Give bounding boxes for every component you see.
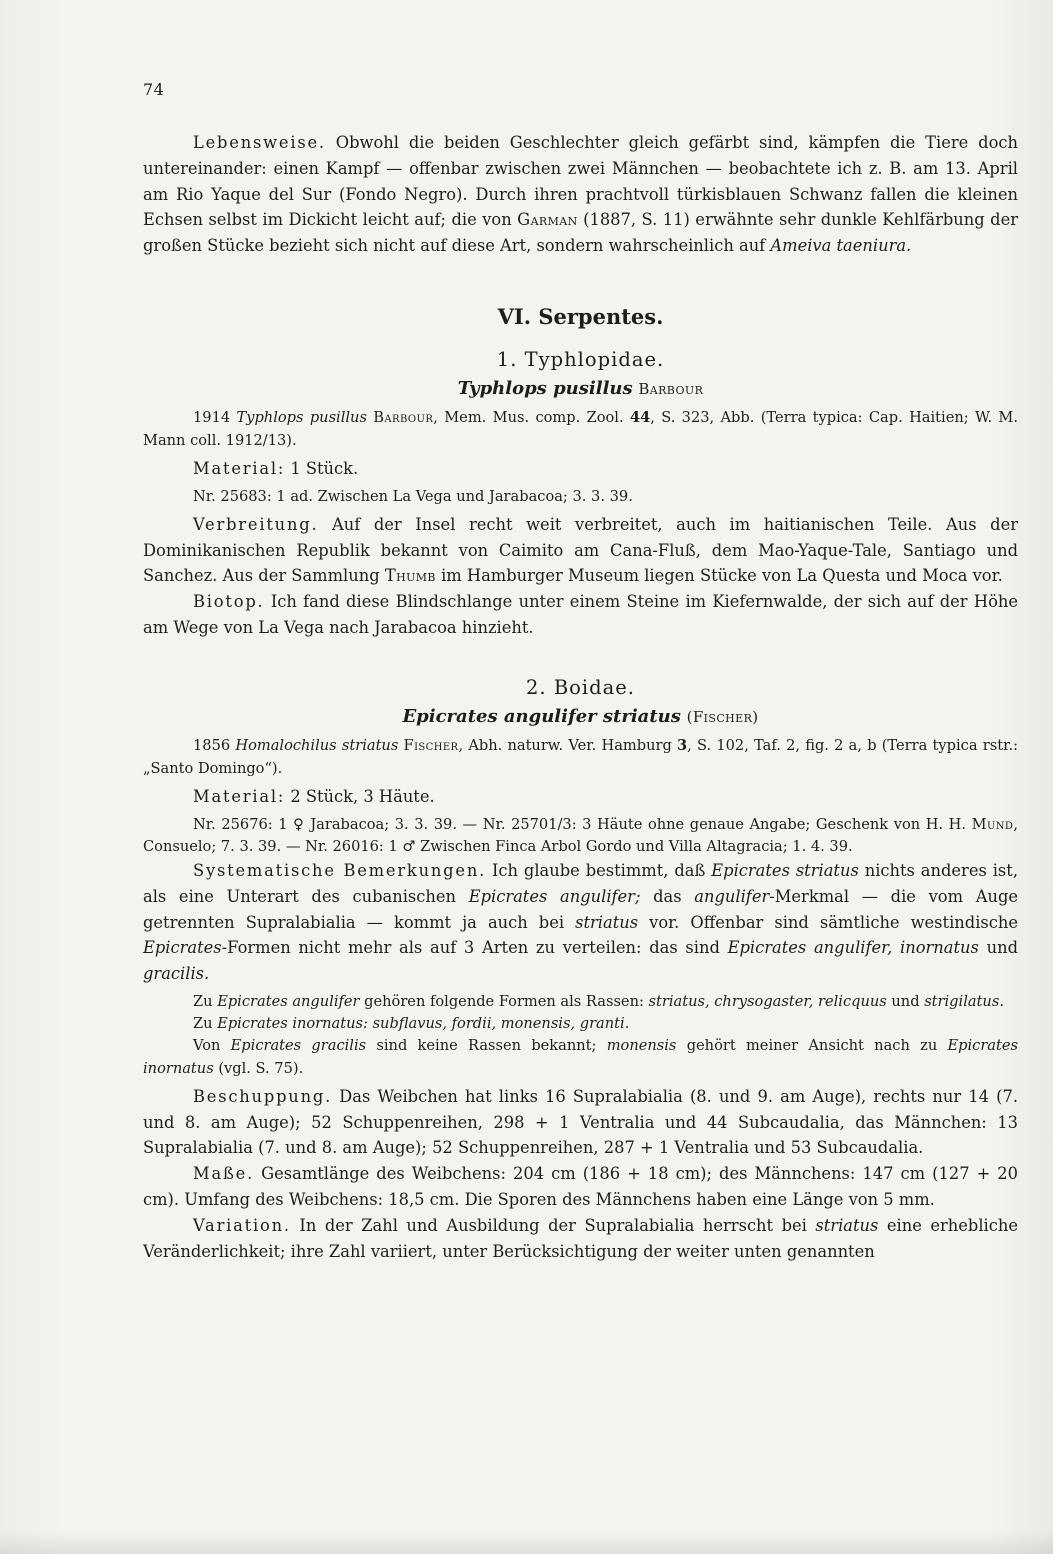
run-text: gehört meiner Ansicht nach zu [676,1037,948,1055]
run-author: Barbour [373,409,434,427]
run-taxon: Epicrates inornatus [143,1037,1019,1077]
run-taxon: Ameiva taeniura. [770,236,912,256]
paragraph-masse [143,1161,1018,1213]
material-line [143,456,1018,482]
run-text: , Mem. Mus. comp. Zool. [433,409,630,427]
part-heading: VI. Serpentes. [497,303,664,329]
run-taxon: Epicrates angulifer striatus [402,705,681,727]
species-heading [143,704,1018,731]
run-text: -Formen nicht mehr als auf 3 Arten zu verteilen: das sind [221,938,728,958]
run-text: Nr. 25676: 1 ♀ Jarabacoa; 3. 3. 39. — Nr. 25701/3: 3 Häute ohne genaue Angabe; Geschenk von H. H. [193,815,972,833]
run-text: Zu [193,1015,218,1033]
run-taxon: Epicrates angulifer; [468,886,641,906]
run-text: , Abh. naturw. Ver. Hamburg [458,737,678,755]
paragraph-rassen-inornatus [143,1013,1018,1035]
run-text: im Hamburger Museum liegen Stücke von La Questa und Moca vor. [435,566,1003,586]
run-label: Systematische Bemerkungen. [193,860,487,880]
run-taxon: angulifer [694,886,770,906]
run-taxon: Typhlops pusillus [457,377,633,399]
run-author: Barbour [638,379,704,398]
run-taxon: strigilatus. [924,992,1004,1010]
paragraph-beschuppung [143,1084,1018,1161]
run-label: Material: [193,458,286,478]
page-body [143,130,1018,1264]
run-text: , S. 323, Abb. (Terra typica: Cap. Haitien; W. M. Mann coll. 1912/13). [143,409,1019,449]
run-text: (1887, S. 11) erwähnte sehr dunkle Kehlfärbung der großen Stücke bezieht sich nicht auf diese Art, sondern wahrscheinlich auf [143,210,1018,256]
run-text: Das Weibchen hat links 16 Supralabialia (8. und 9. am Auge), rechts nur 14 (7. und 8. am Auge); 52 Schuppenreihen, 298 + 1 Ventralia und 44 Subcaudalia, das Männchen: 13 Supralabialia (7. und 8. am Auge); 52 Schuppenreihen, 287 + 1 Ventralia und 53 Subcaudalia. [143,1086,1018,1158]
run-text: 1914 [193,409,237,427]
run-text: Auf der Insel recht weit verbreitet, auch im haitianischen Teile. Aus der Dominikanischen Republik bekannt von Caimito am Cana-Fluß, dem Mao-Yaque-Tale, Santiago und Sanchez. Aus der Sammlung [143,514,1018,586]
run-label: Verbreitung. [193,514,319,534]
run-text: 1856 [193,737,236,755]
run-text: 2 Stück, 3 Häute. [285,786,435,806]
page-number: 74 [143,80,165,99]
run-text: Obwohl die beiden Geschlechter gleich gefärbt sind, kämpfen die Tiere doch untereinander: einen Kampf — offenbar zwischen zwei Männchen — beobachtete ich z. B. am 13. April am Rio Yaque del Sur (Fondo Negro). Durch ihren prachtvoll türkisblauen Schwanz fallen die kleinen Echsen selbst im Dickicht leicht auf; die von [143,133,1018,230]
run-taxon: striatus [815,1215,879,1235]
run-author: (Fischer) [686,707,759,726]
run-text: eine erhebliche Veränderlichkeit; ihre Zahl variiert, unter Berücksichtigung der weiter unten genannten [143,1215,1018,1261]
run-taxon: Typhlops pusillus [236,409,367,427]
run-taxon: Epicrates angulifer, inornatus [727,938,979,958]
paragraph-rassen-gracilis [143,1035,1018,1079]
paragraph-rassen-angulifer [143,991,1018,1013]
page-edge-shadow [0,1530,1053,1554]
material-line [143,784,1018,810]
run-text: nichts anderes ist, als eine Unterart des cubanischen [143,860,1019,906]
run-taxon: Epicrates gracilis [230,1037,367,1055]
paragraph-verbreitung [143,512,1018,589]
specimen-list [143,814,1018,858]
run-volume: 44 [629,409,651,427]
run-taxon: Epicrates [143,938,222,958]
run-text: sind keine Rassen bekannt; [366,1037,607,1055]
run-taxon: monensis [606,1037,677,1055]
run-text: In der Zahl und Ausbildung der Supralabialia herrscht bei [290,1215,816,1235]
specimen-list: Nr. 25683: 1 ad. Zwischen La Vega und Jarabacoa; 3. 3. 39. [193,487,633,505]
run-label: Maße. [193,1164,255,1184]
run-text: 1 Stück. [285,458,359,478]
paragraph-lebensweise [143,130,1018,259]
run-text: das [640,886,695,906]
run-label: Beschuppung. [193,1086,333,1106]
run-author: Fischer [403,737,459,755]
family-heading: 2. Boidae. [526,675,635,699]
paragraph-variation [143,1213,1018,1265]
synonymy-entry [143,735,1018,779]
run-text: Ich fand diese Blindschlange unter einem Steine im Kiefernwalde, der sich auf der Höhe am Wege von La Vega nach Jarabacoa hinzieht. [143,592,1018,637]
family-heading: 1. Typhlopidae. [496,347,665,371]
run-author: Garman [517,210,578,230]
paragraph-systematik [143,858,1018,987]
run-taxon: Epicrates striatus [711,860,859,880]
run-text: und [978,938,1018,958]
run-text: -Merkmal — die vom Auge getrennten Supralabialia — kommt ja auch bei [143,886,1019,932]
run-taxon: gracilis. [143,964,210,984]
run-text: Zu [193,992,218,1010]
run-text: , Consuelo; 7. 3. 39. — Nr. 26016: 1 ♂ Zwischen Finca Arbol Gordo und Villa Altagracia; 1. 4. 39. [143,815,1018,855]
run-text: Von [193,1037,231,1055]
run-text: , S. 102, Taf. 2, fig. 2 a, b (Terra typica rstr.: „Santo Domingo“). [143,737,1018,777]
run-author: Thumb [384,566,436,586]
run-text: und [886,992,925,1010]
species-heading [143,376,1018,403]
run-text: Ich glaube bestimmt, daß [486,860,712,880]
run-volume: 3 [677,737,688,755]
run-label: Variation. [193,1215,291,1235]
run-label: Lebensweise. [193,133,326,152]
run-taxon: Epicrates inornatus: subflavus, fordii, monensis, granti. [217,1015,630,1033]
run-text: (vgl. S. 75). [213,1059,304,1077]
run-text: gehören folgende Formen als Rassen: [359,992,649,1010]
run-text: Gesamtlänge des Weibchens: 204 cm (186 + 18 cm); des Männchens: 147 cm (127 + 20 cm). Umfang des Weibchens: 18,5 cm. Die Sporen des Männchens haben eine Länge von 5 mm. [143,1164,1018,1209]
paragraph-biotop [143,589,1018,641]
run-taxon: Epicrates angulifer [217,992,360,1010]
run-taxon: striatus [575,912,639,932]
run-text: vor. Offenbar sind sämtliche westindische [638,912,1019,932]
run-label: Biotop. [193,592,265,612]
synonymy-entry [143,407,1018,451]
run-label: Material: [193,786,286,806]
run-author: Mund [971,815,1014,833]
run-taxon: striatus, chrysogaster, relicquus [648,992,887,1010]
run-taxon: Homalochilus striatus [235,737,399,755]
